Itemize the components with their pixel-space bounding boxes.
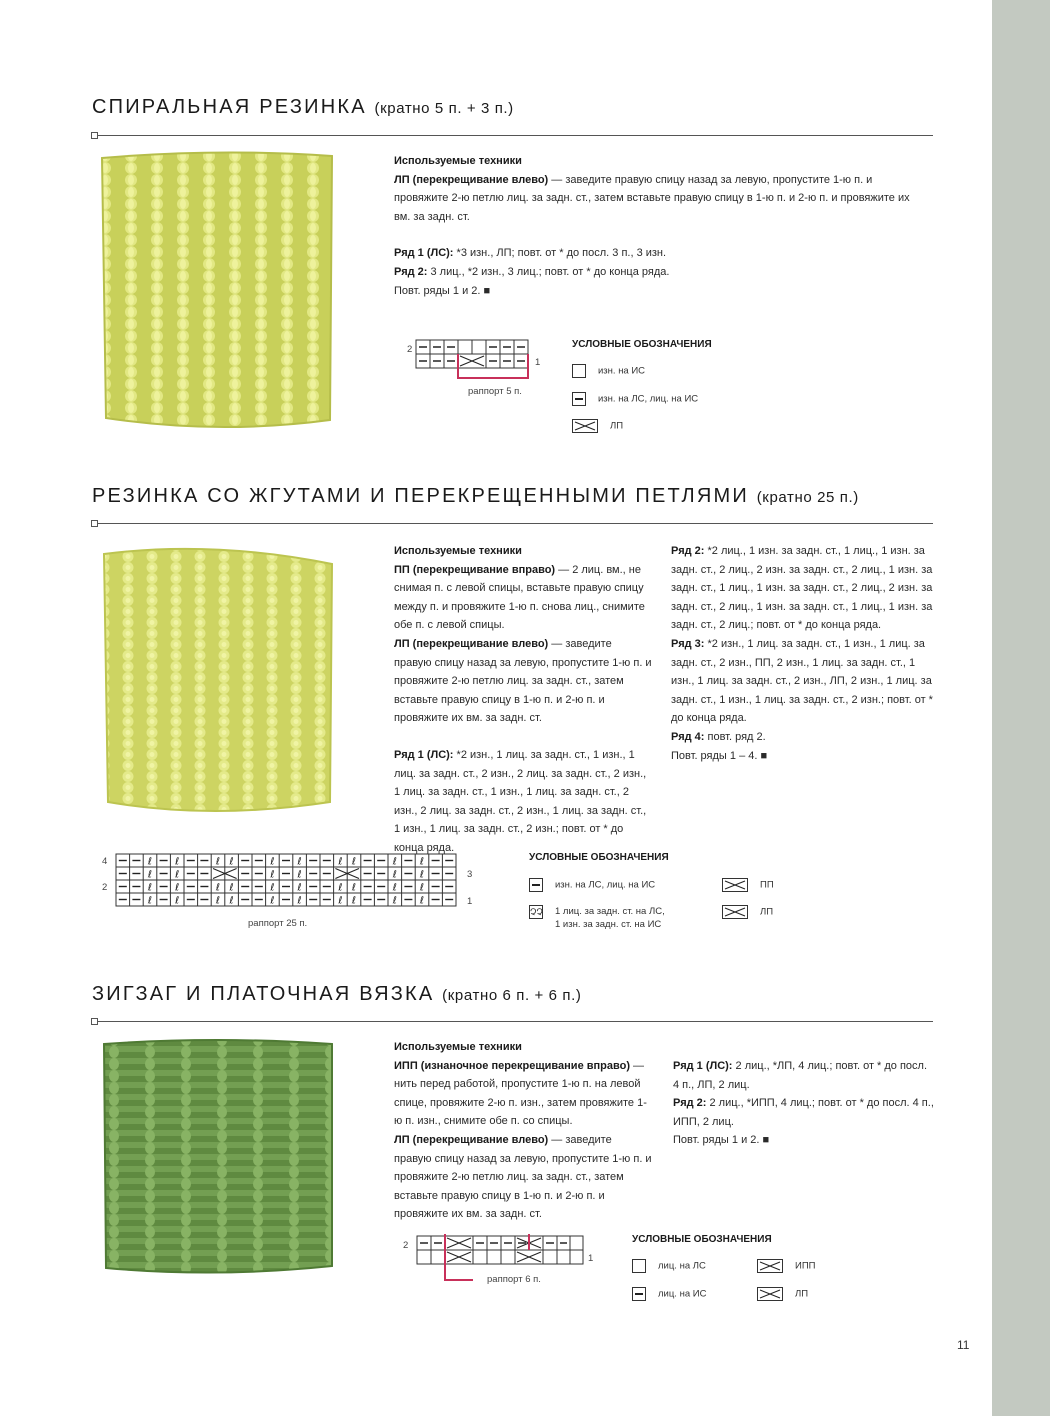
section-multiple: (кратно 25 п.) xyxy=(756,489,859,506)
chart-row-number: 2 xyxy=(403,1240,409,1251)
section-title-text: СПИРАЛЬНАЯ РЕЗИНКА xyxy=(92,96,367,118)
chart-repeat-label: раппорт 25 п. xyxy=(248,918,308,929)
legend-text: изн. на ЛС, лиц. на ИС xyxy=(555,879,656,891)
row-label: Ряд 1 (ЛС): xyxy=(673,1060,733,1072)
section-title xyxy=(92,485,859,508)
side-strip xyxy=(992,0,1050,1416)
svg-text:ℓ: ℓ xyxy=(215,882,221,894)
stitch-chart xyxy=(98,850,478,914)
legend-text: ЛП xyxy=(610,420,624,432)
technique-description xyxy=(394,635,652,728)
cross-icon xyxy=(572,419,598,433)
chart-row-number: 4 xyxy=(102,856,108,867)
legend-item xyxy=(722,878,774,892)
svg-text:ℓ: ℓ xyxy=(175,869,180,881)
technique-name: ЛП (перекрещивание влево) xyxy=(394,173,549,186)
svg-text:ℓ: ℓ xyxy=(147,856,153,868)
row-instruction xyxy=(671,542,933,635)
row-label: Ряд 3: xyxy=(671,637,705,650)
page-number: 11 xyxy=(957,1338,970,1352)
legend-item xyxy=(572,392,698,406)
row-instruction xyxy=(394,244,919,263)
legend-text: ИПП xyxy=(795,1260,816,1272)
technique-name: ЛП (перекрещивание влево) xyxy=(394,637,549,650)
row-instruction xyxy=(394,746,652,858)
row-label: Ряд 4: xyxy=(671,730,705,743)
legend-text: 1 лиц. за задн. ст. на ЛС, xyxy=(555,906,665,917)
svg-text:ℓ: ℓ xyxy=(351,882,357,894)
chart-row-number: 1 xyxy=(588,1253,594,1264)
svg-text:ℓ: ℓ xyxy=(338,895,343,907)
legend-item xyxy=(757,1259,815,1273)
section-multiple: (кратно 5 п. + 3 п.) xyxy=(374,100,514,117)
techniques-heading: Используемые техники xyxy=(394,1041,522,1053)
row-text: 2 лиц., *ИПП, 4 лиц.; повт. от * до посл. 4 п., ИПП, 2 лиц. xyxy=(673,1097,934,1128)
svg-text:ℓ: ℓ xyxy=(175,856,180,868)
twisted-stitch-icon: ՉՉ xyxy=(530,907,543,917)
svg-text:ℓ: ℓ xyxy=(175,882,180,894)
chart-row-number: 3 xyxy=(467,869,473,880)
row-label: Ряд 2: xyxy=(394,265,428,278)
repeat-note: Повт. ряды 1 – 4. ■ xyxy=(671,749,768,762)
row-text: *3 изн., ЛП; повт. от * до посл. 3 п., 3 изн. xyxy=(453,247,667,260)
technique-description xyxy=(394,171,919,227)
chart-row-number: 1 xyxy=(535,357,541,368)
row-label: Ряд 1 (ЛС): xyxy=(394,247,454,260)
svg-text:ℓ: ℓ xyxy=(229,882,234,894)
legend-text: ПП xyxy=(760,879,774,891)
legend-title: УСЛОВНЫЕ ОБОЗНАЧЕНИЯ xyxy=(572,339,712,350)
svg-text:ℓ: ℓ xyxy=(392,882,397,894)
minus-box-icon xyxy=(529,878,543,892)
legend-title: УСЛОВНЫЕ ОБОЗНАЧЕНИЯ xyxy=(632,1234,772,1245)
svg-text:ℓ: ℓ xyxy=(270,869,275,881)
cross-icon xyxy=(757,1287,783,1301)
technique-name: ИПП (изнаночное перекрещивание вправо) xyxy=(394,1059,630,1072)
chart-row-number: 1 xyxy=(467,896,473,907)
svg-text:ℓ: ℓ xyxy=(270,882,275,894)
technique-name: ПП (перекрещивание вправо) xyxy=(394,563,556,576)
chart-repeat-label: раппорт 6 п. xyxy=(487,1274,541,1285)
legend-text: ЛП xyxy=(760,906,774,918)
svg-text:ℓ: ℓ xyxy=(270,856,275,868)
legend-text: 1 изн. за задн. ст. на ИС xyxy=(555,919,662,930)
technique-description xyxy=(394,1057,652,1131)
legend-item xyxy=(632,1259,706,1273)
technique-text: — заведите правую спицу назад за левую, пропустите 1-ю п. и провяжите 2-ю петлю лиц. за задн. ст., затем вставьте правую спицу в 1-ю п. и 2-ю п. и провяжите их вм. за задн. ст. xyxy=(394,637,652,725)
row-text: *2 изн., 1 лиц. за задн. ст., 1 изн., 1 лиц. за задн. ст., 2 изн., 2 лиц. за задн. ст., 2 изн., 1 лиц. за задн. ст., 1 изн., 1 лиц. за задн. ст., 2 изн., 2 лиц. за задн. ст., 2 изн., 1 лиц. за задн. ст., 1 изн., 1 лиц. за задн. ст., 2 изн.; повт. от * до конца ряда. xyxy=(394,748,647,854)
repeat-note: Повт. ряды 1 и 2. ■ xyxy=(394,284,491,297)
cross-icon xyxy=(757,1259,783,1273)
knit-swatch-image xyxy=(96,1034,340,1278)
row-text: 3 лиц., *2 изн., 3 лиц.; повт. от * до конца ряда. xyxy=(427,265,670,278)
row-text: повт. ряд 2. xyxy=(704,730,766,743)
chart-row-number: 2 xyxy=(407,344,413,355)
svg-text:ℓ: ℓ xyxy=(419,895,425,907)
svg-text:ℓ: ℓ xyxy=(215,895,221,907)
technique-text: — нить перед работой, пропустите 1-ю п. на левой спице, провяжите 2-ю п. изн., затем провяжите 1-ю п. изн., снимите обе п. со спицы. xyxy=(394,1059,647,1128)
technique-description xyxy=(394,1131,652,1224)
svg-text:ℓ: ℓ xyxy=(297,882,302,894)
legend-item xyxy=(757,1287,808,1301)
chart-row-number: 2 xyxy=(102,882,108,893)
row-instruction xyxy=(394,263,919,282)
svg-text:ℓ: ℓ xyxy=(419,856,425,868)
svg-text:ℓ: ℓ xyxy=(338,856,343,868)
cross-icon xyxy=(722,878,748,892)
svg-text:ℓ: ℓ xyxy=(297,869,302,881)
section-rule xyxy=(92,135,933,136)
svg-text:ℓ: ℓ xyxy=(147,882,153,894)
legend-item xyxy=(572,419,623,433)
svg-text:ℓ: ℓ xyxy=(419,882,425,894)
legend-item xyxy=(722,905,773,919)
techniques-heading: Используемые техники xyxy=(394,545,522,557)
repeat-note: Повт. ряды 1 и 2. ■ xyxy=(673,1134,770,1147)
svg-text:ℓ: ℓ xyxy=(175,895,180,907)
legend-text: ЛП xyxy=(795,1288,809,1300)
pattern-instructions xyxy=(394,152,919,300)
svg-text:ℓ: ℓ xyxy=(351,895,357,907)
row-instruction xyxy=(671,635,933,728)
svg-text:ℓ: ℓ xyxy=(392,895,397,907)
svg-text:ℓ: ℓ xyxy=(297,856,302,868)
section-title-text: ЗИГЗАГ И ПЛАТОЧНАЯ ВЯЗКА xyxy=(92,983,435,1005)
legend-text: изн. на ИС xyxy=(598,365,646,377)
legend-title: УСЛОВНЫЕ ОБОЗНАЧЕНИЯ xyxy=(529,852,669,863)
row-text: *2 лиц., 1 изн. за задн. ст., 1 лиц., 1 изн. за задн. ст., 2 лиц., 2 изн. за задн. ст., 2 лиц., 1 изн. за задн. ст., 1 лиц., 1 изн. за задн. ст., 2 лиц., 2 изн. за задн. ст., 2 лиц., 1 изн. за задн. ст., 1 лиц., 1 изн. за задн. ст., 2 лиц.; повт. от * до конца ряда. xyxy=(671,545,933,632)
knit-swatch-image xyxy=(92,150,344,440)
minus-box-icon xyxy=(632,1287,646,1301)
technique-description xyxy=(394,561,652,635)
techniques-heading: Используемые техники xyxy=(394,155,522,167)
empty-box-icon xyxy=(632,1259,646,1273)
section-multiple: (кратно 6 п. + 6 п.) xyxy=(442,987,582,1004)
pattern-instructions xyxy=(394,542,652,858)
svg-text:ℓ: ℓ xyxy=(229,895,234,907)
technique-name: ЛП (перекрещивание влево) xyxy=(394,1133,549,1146)
legend-item xyxy=(632,1287,706,1301)
technique-text: — заведите правую спицу назад за левую, пропустите 1-ю п. и провяжите 2-ю петлю лиц. за задн. ст., затем вставьте правую спицу в 1-ю п. и 2-ю п. и провяжите их вм. за задн. ст. xyxy=(394,1133,652,1221)
section-title xyxy=(92,96,514,119)
section-rule xyxy=(92,523,933,524)
row-instruction xyxy=(671,728,933,747)
pattern-instructions-continued xyxy=(671,542,933,765)
row-instruction xyxy=(673,1057,935,1094)
legend-text: изн. на ЛС, лиц. на ИС xyxy=(598,393,699,405)
svg-text:ℓ: ℓ xyxy=(338,882,343,894)
svg-text:ℓ: ℓ xyxy=(215,856,221,868)
legend-text: лиц. на ИС xyxy=(658,1288,707,1300)
technique-text: — 2 лиц. вм., не снимая п. с левой спицы, вставьте правую спицу между п. и провяжите 1-ю п. снова лиц., снимите обе п. с левой спицы. xyxy=(394,563,645,632)
row-label: Ряд 2: xyxy=(673,1097,707,1110)
section-rule xyxy=(92,1021,933,1022)
svg-text:ℓ: ℓ xyxy=(392,869,397,881)
knit-swatch-image xyxy=(92,540,344,830)
section-title xyxy=(92,983,581,1006)
legend-item xyxy=(529,878,655,892)
legend-text: лиц. на ЛС xyxy=(658,1260,706,1272)
svg-text:ℓ: ℓ xyxy=(270,895,275,907)
row-instruction xyxy=(673,1094,935,1131)
row-text: 2 лиц., *ЛП, 4 лиц.; повт. от * до посл. 4 п., ЛП, 2 лиц. xyxy=(673,1060,928,1091)
cross-icon xyxy=(722,905,748,919)
legend-item xyxy=(572,364,645,378)
svg-text:ℓ: ℓ xyxy=(297,895,302,907)
section-title-text: РЕЗИНКА СО ЖГУТАМИ И ПЕРЕКРЕЩЕННЫМИ ПЕТЛЯМИ xyxy=(92,485,749,507)
chart-repeat-label: раппорт 5 п. xyxy=(468,386,522,397)
legend-item xyxy=(529,905,665,931)
row-text: *2 изн., 1 лиц. за задн. ст., 1 изн., 1 лиц. за задн. ст., 2 изн., ПП, 2 изн., 1 лиц. за задн. ст., 1 изн., 1 лиц. за задн. ст., 2 изн., ЛП, 2 изн., 1 лиц. за задн. ст., 1 изн., 1 лиц. за задн. ст., 2 изн.; повт. от * до конца ряда. xyxy=(671,637,933,725)
row-label: Ряд 2: xyxy=(671,545,705,557)
svg-text:ℓ: ℓ xyxy=(147,869,153,881)
empty-box-icon xyxy=(572,364,586,378)
pattern-instructions-continued xyxy=(673,1057,935,1150)
technique-text: — заведите правую спицу назад за левую, пропустите 1-ю п. и провяжите 2-ю петлю лиц. за задн. ст., затем вставьте правую спицу в 1-ю п. и 2-ю п. и провяжите их вм. за задн. ст. xyxy=(394,173,910,223)
svg-text:ℓ: ℓ xyxy=(419,869,425,881)
minus-box-icon xyxy=(572,392,586,406)
row-label: Ряд 1 (ЛС): xyxy=(394,748,454,761)
svg-text:ℓ: ℓ xyxy=(229,856,234,868)
svg-text:ℓ: ℓ xyxy=(147,895,153,907)
svg-text:ℓ: ℓ xyxy=(351,856,357,868)
pattern-instructions xyxy=(394,1038,652,1224)
svg-text:ℓ: ℓ xyxy=(392,856,397,868)
